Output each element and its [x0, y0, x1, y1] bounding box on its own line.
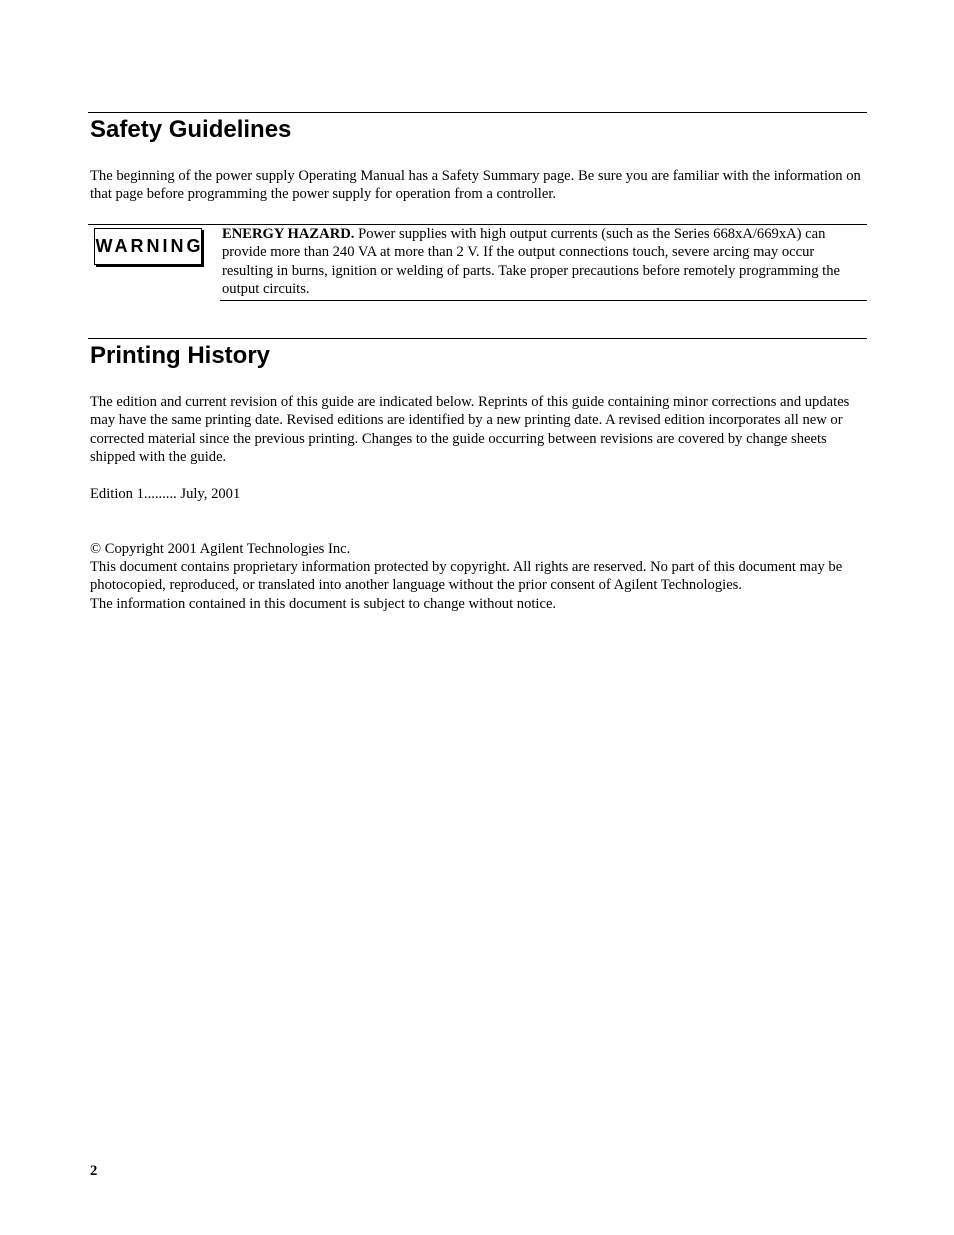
edition-line: Edition 1......... July, 2001: [90, 486, 241, 502]
warning-rule-bottom: [220, 300, 867, 301]
warning-lead: ENERGY HAZARD.: [222, 226, 355, 242]
heading-safety-guidelines: Safety Guidelines: [90, 116, 292, 143]
section-rule-safety: [88, 112, 867, 113]
heading-printing-history: Printing History: [90, 342, 271, 369]
safety-intro-paragraph: The beginning of the power supply Operating Manual has a Safety Summary page. Be sure you are familiar with the information on that page before programming the power supply for operation from a controller.: [90, 168, 861, 203]
warning-text: [222, 225, 862, 299]
printing-history-paragraph: The edition and current revision of this guide are indicated below. Reprints of this guide containing minor corrections and updates may have the same printing date. Revised editions are identified by a new printing date. A revised edition incorporates all new or corrected material since the previous printing. Changes to the guide occurring between revisions are covered by change sheets shipped with the guide.: [90, 394, 850, 466]
copyright-line: © Copyright 2001 Agilent Technologies Inc.: [90, 541, 351, 557]
page-number: 2: [90, 1163, 98, 1179]
warning-body: Power supplies with high output currents (such as the Series 668xA/669xA) can provide more than 240 VA at more than 2 V. If the output connections touch, severe arcing may occur resulting in burns, ignition or welding of parts. Take proper precautions before remotely programming the output circuits.: [222, 226, 840, 298]
change-notice: The information contained in this document is subject to change without notice.: [90, 596, 557, 612]
warning-badge: WARNING: [94, 228, 202, 265]
section-rule-printing-history: [88, 338, 867, 339]
copyright-notice: This document contains proprietary information protected by copyright. All rights are reserved. No part of this document may be photocopied, reproduced, or translated into another language without the prior consent of Agilent Technologies.: [90, 559, 843, 594]
